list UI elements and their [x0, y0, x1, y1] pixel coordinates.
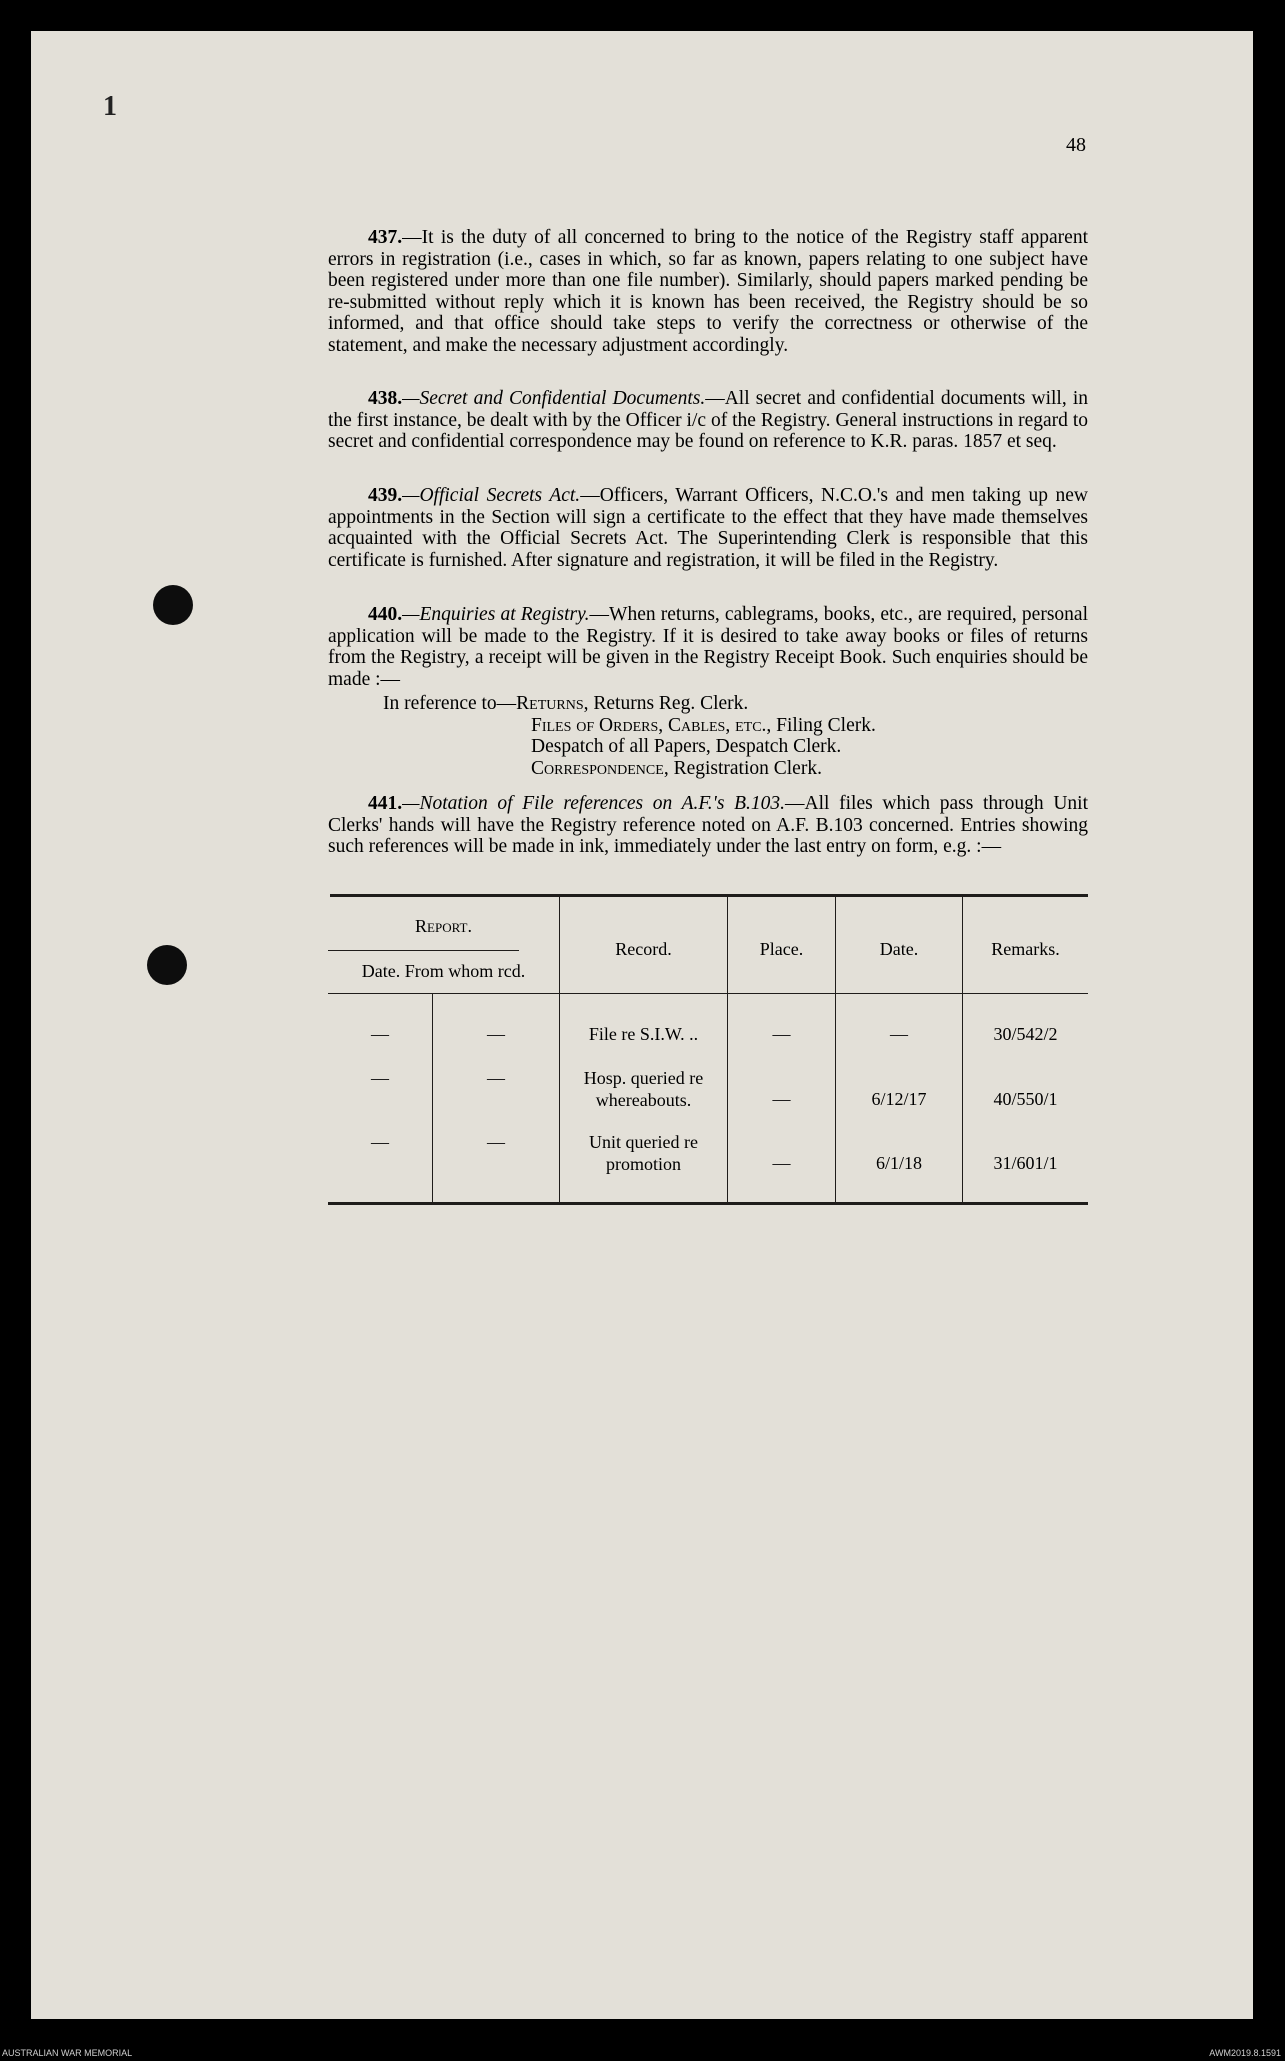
reference-line [383, 758, 876, 780]
reference-clerk: , Despatch Clerk. [705, 736, 842, 757]
header-remarks: Remarks. [991, 939, 1060, 959]
paragraph-number: 439. [368, 485, 403, 506]
reference-subject: Despatch of all Papers [531, 736, 706, 757]
paragraph-number: 440. [368, 604, 403, 625]
header-report-sub: Date. From whom rcd. [361, 961, 526, 981]
reference-subject: Correspondence [531, 757, 664, 779]
paragraph-number: 438. [368, 388, 403, 409]
table-rule-top [330, 894, 1088, 897]
footer-accession: AWM2019.8.1591 [1209, 2048, 1281, 2058]
reference-line [383, 715, 876, 737]
paragraph-heading: —Official Secrets Act. [402, 485, 581, 506]
punch-hole-bottom [147, 945, 187, 985]
header-date: Date. [879, 939, 919, 959]
reference-subject: Files of Orders, Cables, etc. [531, 714, 767, 736]
cell-from-whom: — [487, 1024, 505, 1044]
header-place: Place. [759, 939, 804, 959]
paragraph-number: 441. [368, 793, 403, 814]
cell-record-cont: whereabouts. [595, 1090, 692, 1110]
cell-from-whom: — [487, 1132, 505, 1152]
paragraph-body: —All files which pass through Unit Clerks' hands will have the Registry reference noted on A.F. B.103 concerned. Entries showing such references will be made in ink, immediately under the last entry on form, e.g. :— [328, 793, 1088, 857]
cell-place: — [772, 1153, 791, 1173]
paragraph-441 [328, 793, 1088, 858]
cell-record: File re S.I.W. .. [588, 1024, 699, 1044]
paragraph-440 [328, 604, 1088, 690]
cell-date: 6/12/17 [871, 1089, 927, 1109]
cell-date: — [890, 1024, 908, 1044]
paragraph-body: —It is the duty of all concerned to bring to the notice of the Registry staff apparent errors in registration (i.e., cases in which, so far as known, papers relating to one subject have been registered under more than one file number). Similarly, should papers marked pending be re-submitted without reply which it is known has been received, the Registry should be so informed, and that office should take steps to verify the correctness or otherwise of the statement, and make the necessary adjustment accordingly. [328, 227, 1088, 356]
punch-hole-top [153, 585, 193, 625]
reference-clerk: , Filing Clerk. [766, 714, 876, 736]
paragraph-438 [328, 388, 1088, 453]
cell-place: — [772, 1089, 791, 1109]
table-rule-report [328, 950, 519, 951]
cell-report-date: — [371, 1132, 389, 1152]
cell-record: Hosp. queried re [583, 1068, 704, 1088]
paragraph-number: 437. [368, 227, 403, 248]
enquiry-references [383, 693, 876, 779]
paragraph-439 [328, 485, 1088, 571]
header-record: Record. [615, 939, 672, 959]
paragraph-body: —All secret and confidential documents will, in the first instance, be dealt with by the Officer i/c of the Registry. General instructions in regard to secret and confidential correspondence may be found on reference to K.R. paras. 1857 et seq. [328, 388, 1088, 452]
reference-line [383, 693, 876, 715]
footer-institution: AUSTRALIAN WAR MEMORIAL [2, 2048, 133, 2058]
cell-report-date: — [371, 1068, 389, 1088]
cell-from-whom: — [487, 1068, 505, 1088]
handwritten-mark: 1 [103, 91, 117, 122]
table-rule-bottom [328, 1202, 1088, 1205]
paragraph-body: —Officers, Warrant Officers, N.C.O.'s and men taking up new appointments in the Section will sign a certificate to the effect that they have made themselves acquainted with the Official Secrets Act. The Superintending Clerk is responsible that this certificate is furnished. After signature and registration, it will be filed in the Registry. [328, 485, 1088, 571]
paragraph-heading: —Notation of File references on A.F.'s B.103. [402, 793, 786, 814]
cell-place: — [772, 1024, 791, 1044]
reference-clerk: , Returns Reg. Clerk. [583, 693, 749, 714]
cell-report-date: — [371, 1024, 389, 1044]
cell-record-cont: promotion [606, 1154, 681, 1174]
reference-subject: Returns [516, 693, 584, 714]
paragraph-heading: —Secret and Confidential Documents. [402, 388, 706, 409]
table-rule-header [328, 993, 1088, 994]
header-report: Report. [415, 916, 472, 936]
cell-record: Unit queried re [589, 1132, 698, 1152]
page-number: 48 [1066, 134, 1086, 156]
cell-remarks: 31/601/1 [993, 1153, 1058, 1173]
paragraph-heading: —Enquiries at Registry. [402, 604, 590, 625]
reference-lead: In reference to— [383, 693, 517, 714]
cell-remarks: 40/550/1 [993, 1089, 1058, 1109]
cell-remarks: 30/542/2 [993, 1024, 1058, 1044]
paragraph-437 [328, 227, 1088, 356]
reference-clerk: , Registration Clerk. [663, 757, 822, 779]
paragraph-body: —When returns, cablegrams, books, etc., are required, personal application will be made to the Registry. If it is desired to take away books or files of returns from the Registry, a receipt will be given in the Registry Receipt Book. Such enquiries should be made :— [328, 604, 1088, 690]
cell-date: 6/1/18 [875, 1153, 922, 1173]
reference-line [383, 736, 876, 758]
